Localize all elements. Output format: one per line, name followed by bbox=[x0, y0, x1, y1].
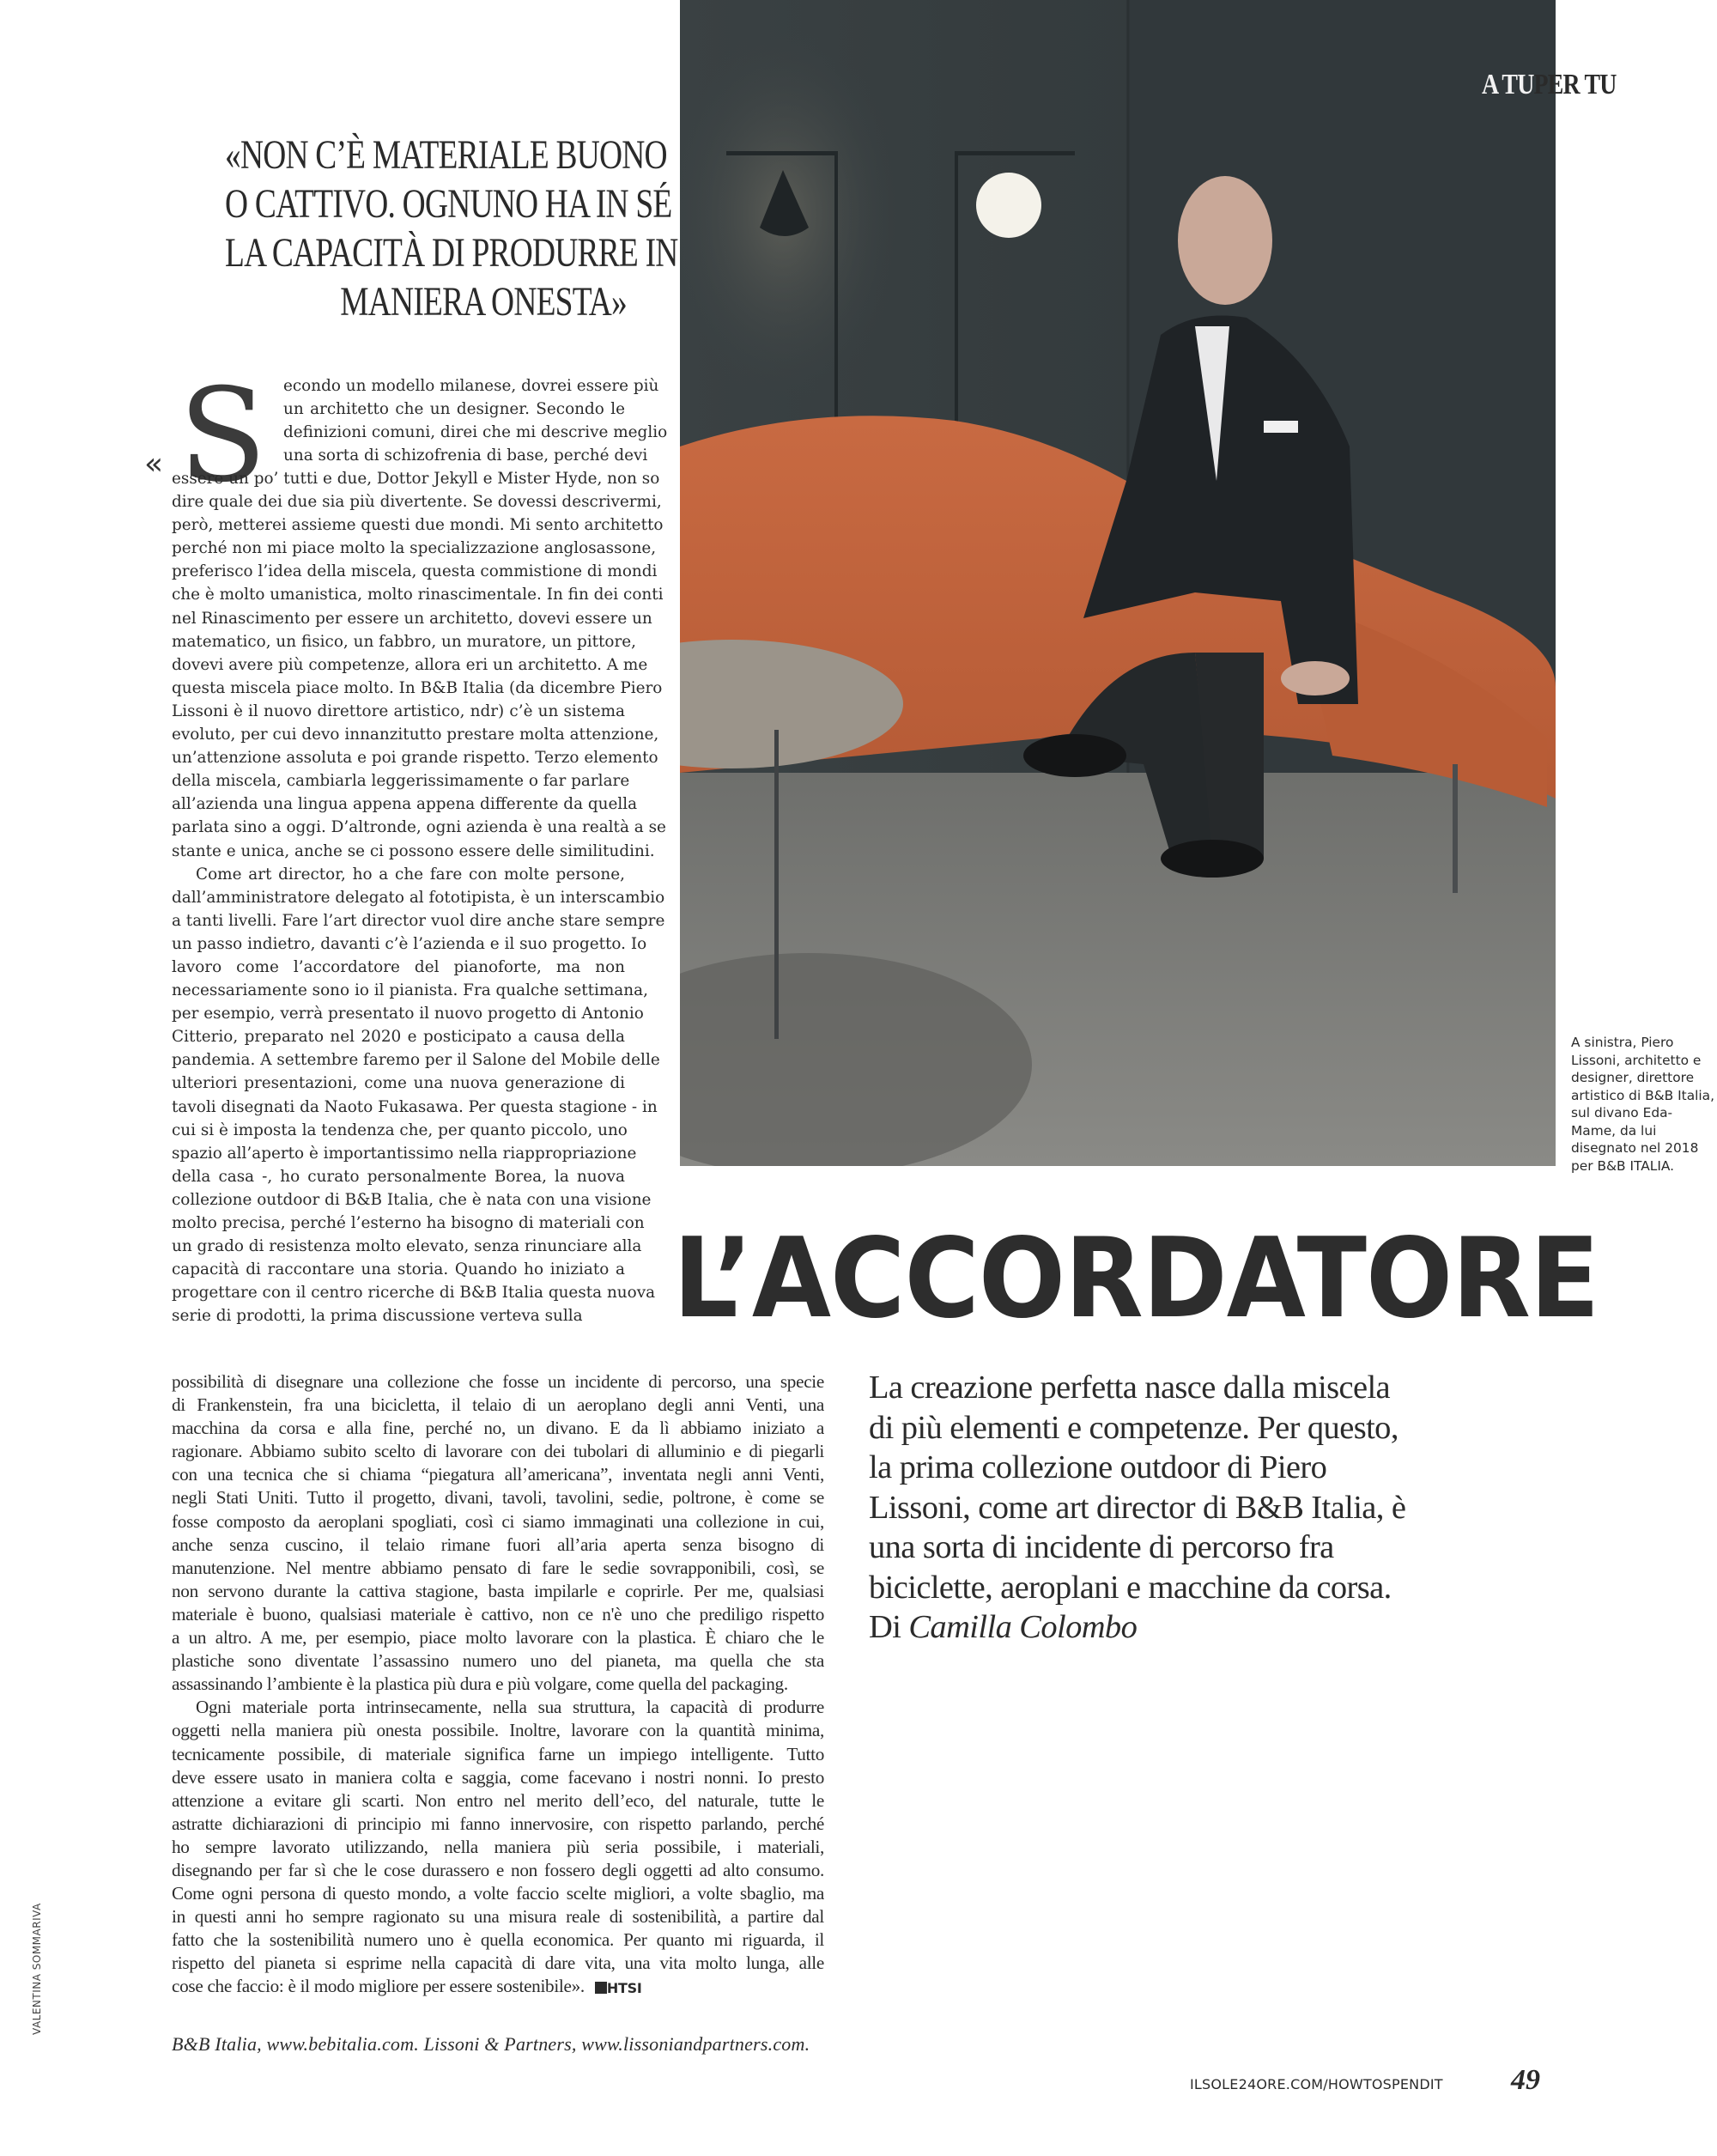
article-line: rispetto del pianeta si esprime nella capacità di dare vita, una vita molto lunga, alle bbox=[172, 1953, 824, 1974]
article-line: parlata sino a oggi. D’altronde, ogni azienda è una realtà a se bbox=[172, 818, 666, 837]
article-column-1 bbox=[172, 467, 666, 1327]
article-line: perché non mi piace molto la specializzazione anglosassone, bbox=[172, 539, 657, 558]
dropcap-letter: S bbox=[179, 361, 267, 511]
pull-quote-line: «NON C’È MATERIALE BUONO bbox=[225, 132, 667, 178]
article-line: un grado di resistenza molto elevato, senza rinunciare alla bbox=[172, 1237, 642, 1256]
article-line: anche senza cuscino, il telaio rimane fuori all’aria aperta senza bisogno di bbox=[172, 1533, 824, 1555]
standfirst bbox=[869, 1368, 1453, 1648]
article-line: per esempio, verrà presentato il nuovo progetto di Antonio bbox=[172, 1005, 644, 1023]
article-line: di Frankenstein, fra una bicicletta, il telaio di un aeroplano degli anni Venti, una bbox=[172, 1394, 824, 1416]
section-tag-part1: A TU bbox=[1482, 69, 1534, 100]
signoff bbox=[588, 1976, 642, 2000]
pull-quote-line: LA CAPACITÀ DI PRODURRE IN bbox=[225, 230, 678, 276]
article-line: però, metterei assieme questi due mondi. Mi sento architetto bbox=[172, 516, 664, 535]
article-intro bbox=[283, 374, 668, 467]
article-line: tecnicamente possibile, di materiale significa farne un impiego intelligente. Tutto bbox=[172, 1743, 824, 1764]
article-line: Lissoni è il nuovo direttore artistico, ndr) c’è un sistema bbox=[172, 701, 625, 720]
article-line: definizioni comuni, direi che mi descrive meglio bbox=[283, 423, 668, 442]
article-line: Come ogni persona di questo mondo, a volte faccio scelte migliori, a volte sbaglio, ma bbox=[172, 1883, 824, 1904]
article-line: plastiche sono diventate l’assassino numero uno del pianeta, ma quella che sta bbox=[172, 1650, 824, 1672]
article-line: spazio all’aperto è importantissimo nella riappropriazione bbox=[172, 1144, 637, 1163]
signoff-text: HTSI bbox=[606, 1979, 642, 1996]
article-line: possibilità di disegnare una collezione che fosse un incidente di percorso, una specie bbox=[172, 1371, 824, 1392]
article-line: un’attenzione assoluta e poi grande rispetto. Terzo elemento bbox=[172, 749, 658, 768]
section-tag-part2: PER TU bbox=[1533, 69, 1617, 100]
article-line: ho sempre lavorato utilizzando, nella maniera più seria possibile, i materiali, bbox=[172, 1836, 824, 1857]
article-line: essere un po’ tutti e due, Dottor Jekyll e Mister Hyde, non so bbox=[172, 470, 660, 488]
photo-illustration bbox=[680, 0, 1556, 1166]
standfirst-line: biciclette, aeroplani e macchine da corsa. bbox=[869, 1569, 1392, 1606]
article-line: attenzione a evitare gli scarti. Non entro nel merito dell’eco, del naturale, tutte le bbox=[172, 1789, 824, 1811]
article-line: ulteriori presentazioni, come una nuova generazione di bbox=[172, 1074, 625, 1093]
article-line: progettare con il centro ricerche di B&B Italia questa nuova bbox=[172, 1284, 656, 1303]
dropcap-guillemet: « bbox=[144, 446, 164, 482]
article-line: oggetti nella maniera più onesta possibile. Inoltre, lavorare con la quantità minima, bbox=[172, 1720, 824, 1741]
footer-url[interactable]: ILSOLE24ORE.COM/HOWTOSPENDIT bbox=[1190, 2076, 1443, 2092]
article-line: collezione outdoor di B&B Italia, che è nata con una visione bbox=[172, 1190, 652, 1209]
article-line: serie di prodotti, la prima discussione verteva sulla bbox=[172, 1307, 583, 1326]
pull-quote-line: O CATTIVO. OGNUNO HA IN SÉ bbox=[225, 181, 672, 227]
portrait-photo bbox=[680, 0, 1556, 1166]
article-line: che è molto umanistica, molto rinascimentale. In fin dei conti bbox=[172, 586, 664, 604]
article-line: lavoro come l’accordatore del pianoforte, ma non bbox=[172, 957, 625, 976]
article-line: ragionare. Abbiamo subito scelto di lavorare con dei tubolari di alluminio e di piegarli bbox=[172, 1441, 824, 1462]
credits-line: B&B Italia, www.bebitalia.com. Lissoni & Partners, www.lissoniandpartners.com. bbox=[172, 2033, 810, 2055]
article-line: assassinando l’ambiente è la plastica più dura e più volgare, come quella del packaging. bbox=[172, 1673, 788, 1695]
article-line: della miscela, cambiarla leggerissimamente o far parlare bbox=[172, 772, 630, 791]
article-line: Come art director, ho a che fare con molte persone, bbox=[196, 865, 625, 884]
article-line: fatto che la sostenibilità numero uno è quella economica. Per quanto mi riguarda, il bbox=[172, 1929, 824, 1951]
article-line: matematico, un fisico, un fabbro, un muratore, un pittore, bbox=[172, 632, 636, 651]
globe-lamp-icon bbox=[976, 173, 1041, 238]
author-name: Camilla Colombo bbox=[908, 1609, 1138, 1645]
article-line: nel Rinascimento per essere un architetto, dovevi essere un bbox=[172, 609, 652, 628]
article-column-2 bbox=[172, 1370, 824, 1999]
article-line: dire quale dei due sia più divertente. Se dovessi descrivermi, bbox=[172, 493, 662, 512]
article-line: a un altro. A me, per esempio, piace molto lavorare con la plastica. È chiaro che le bbox=[172, 1627, 824, 1649]
article-line: econdo un modello milanese, dovrei essere più bbox=[283, 377, 659, 395]
article-line: pandemia. A settembre faremo per il Salone del Mobile delle bbox=[172, 1051, 660, 1070]
standfirst-line: di più elementi e competenze. Per questo, bbox=[869, 1409, 1398, 1446]
article-line: deve essere usato in maniera colta e saggia, come facevano i nostri nonni. Io presto bbox=[172, 1766, 824, 1788]
article-line: un architetto che un designer. Secondo le bbox=[283, 400, 625, 419]
article-line: preferisco l’idea della miscela, questa commistione di mondi bbox=[172, 562, 658, 581]
standfirst-line: La creazione perfetta nasce dalla miscela bbox=[869, 1370, 1391, 1406]
article-line: stante e unica, anche se ci possono essere delle similitudini. bbox=[172, 841, 655, 860]
article-title: L’ACCORDATORE bbox=[673, 1215, 1599, 1343]
man-head bbox=[1178, 176, 1272, 305]
article-line: capacità di raccontare una storia. Quando ho iniziato a bbox=[172, 1260, 625, 1279]
article-line: non servono durante la cattiva stagione, basta impilarle e coprirle. Per me, qualsiasi bbox=[172, 1580, 824, 1601]
shoe bbox=[1023, 734, 1126, 777]
article-line: cose che faccio: è il modo migliore per essere sostenibile». bbox=[172, 1976, 585, 1997]
article-line: astratte dichiarazioni di principio mi fanno innervosire, con rispetto parlando, perché bbox=[172, 1813, 824, 1834]
article-line: all’azienda una lingua appena appena differente da quella bbox=[172, 795, 638, 814]
article-line: necessariamente sono io il pianista. Fra qualche settimana, bbox=[172, 981, 648, 1000]
article-line: negli Stati Uniti. Tutto il progetto, divani, tavoli, tavolini, sedie, poltrone, è come se bbox=[172, 1487, 824, 1509]
article-line: una sorta di schizofrenia di base, perché devi bbox=[283, 446, 648, 465]
signoff-square-icon bbox=[595, 1982, 607, 1994]
article-line: Citterio, preparato nel 2020 e posticipato a causa della bbox=[172, 1028, 625, 1047]
standfirst-line: la prima collezione outdoor di Piero bbox=[869, 1449, 1327, 1485]
article-line: molto precisa, perché l’esterno ha bisogno di materiali con bbox=[172, 1214, 645, 1232]
section-tag bbox=[1482, 69, 1617, 101]
article-line: tavoli disegnati da Naoto Fukasawa. Per questa stagione - in bbox=[172, 1097, 658, 1116]
article-line: a tanti livelli. Fare l’art director vuol dire anche stare sempre bbox=[172, 911, 665, 930]
article-line: manutenzione. Nel mentre abbiamo pensato di fare le sedie sovrapponibili, così, se bbox=[172, 1557, 824, 1578]
article-line: evoluto, per cui devo innanzitutto prestare molta attenzione, bbox=[172, 726, 659, 744]
article-line: dovevi avere più competenze, allora eri un architetto. A me bbox=[172, 655, 648, 674]
article-line: fosse composto da aeroplani spogliati, così ci siamo immaginati una collezione in cui, bbox=[172, 1510, 824, 1532]
article-line: un passo indietro, davanti c’è l’azienda e il suo progetto. Io bbox=[172, 934, 647, 953]
pull-quote-line: MANIERA ONESTA» bbox=[340, 279, 627, 325]
standfirst-line: una sorta di incidente di percorso fra bbox=[869, 1529, 1334, 1565]
shoe bbox=[1161, 840, 1264, 878]
article-line: disegnando per far sì che le cose durassero e non fossero degli oggetti ad alto consumo. bbox=[172, 1859, 824, 1880]
page-number: 49 bbox=[1511, 2064, 1540, 2096]
standfirst-line: Lissoni, come art director di B&B Italia, è bbox=[869, 1489, 1406, 1526]
article-line: dall’amministratore delegato al fototipista, è un interscambio bbox=[172, 888, 665, 907]
photo-credit: VALENTINA SOMMARIVA bbox=[31, 1903, 43, 2035]
article-line: questa miscela piace molto. In B&B Italia (da dicembre Piero bbox=[172, 678, 663, 697]
photo-caption: A sinistra, Piero Lissoni, architetto e designer, direttore artistico di B&B Italia, sul divano Eda-Mame, da lui disegnato nel 2018 per B&B ITALIA. bbox=[1571, 1035, 1714, 1174]
article-line: cui si è imposta la tendenza che, per quanto piccolo, uno bbox=[172, 1121, 628, 1139]
article-line: con una tecnica che si chiama “piegatura all’americana”, inventata negli anni Venti, bbox=[172, 1464, 824, 1485]
byline-prefix: Di bbox=[869, 1609, 901, 1645]
article-line: materiale è buono, qualsiasi materiale è cattivo, non ce n'è uno che prediligo rispetto bbox=[172, 1603, 824, 1625]
article-line: della casa -, ho curato personalmente Borea, la nuova bbox=[172, 1167, 625, 1186]
article-line: Ogni materiale porta intrinsecamente, nella sua struttura, la capacità di produrre bbox=[196, 1697, 824, 1718]
article-line: macchina da corsa e alla fine, perché no, un divano. E da lì abbiamo iniziato a bbox=[172, 1418, 824, 1439]
pull-quote bbox=[112, 131, 678, 326]
article-line: in questi anni ho sempre ragionato su una misura reale di sostenibilità, a partire dal bbox=[172, 1906, 824, 1928]
